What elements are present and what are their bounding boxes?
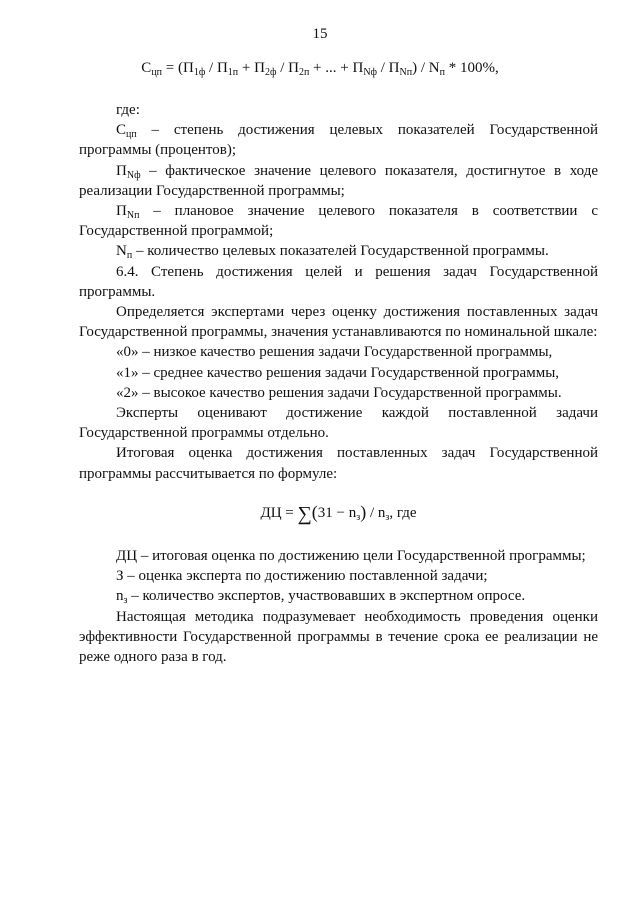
paragraph-experts: Определяется экспертами через оценку достижения поставленных задач Государственной программы, значения устанавливаются по номинальной шкале:	[79, 304, 598, 341]
definition-c: $С_{цп}$ – степень достижения целевых показателей Государственной программы (процентов);	[79, 122, 598, 159]
section-6-4: 6.4. Степень достижения целей и решения задач Государственной программы.	[79, 263, 598, 300]
scale-item-1: «1» – среднее качество решения задачи Государственной программы,	[116, 364, 560, 381]
definition-z: З – оценка эксперта по достижению поставленной задачи;	[116, 568, 488, 585]
definition-n: $N_п$ – количество целевых показателей Государственной программы.	[116, 243, 549, 262]
page-number: 15	[312, 26, 328, 42]
formula-target-indicators: $С_{цп} = (П_{1ф} / П_{1п} + П_{2ф} / П_{2п}$ + ... + $П_{Nф} / П_{Nп}) / N_п * 100\%$,	[141, 60, 499, 78]
definition-nz: $n_з$ – количество экспертов, участвовавших в экспертном опросе.	[116, 588, 526, 607]
definition-pnp: $П_{Nп}$ – плановое значение целевого показателя в соответствии с Государственной программой;	[79, 203, 598, 240]
where-label: где:	[116, 102, 140, 118]
document-body	[79, 100, 598, 667]
scale-item-2: «2» – высокое качество решения задачи Государственной программы.	[116, 384, 562, 401]
closing-paragraph: Настоящая методика подразумевает необходимость проведения оценки эффективности Государственной программы в течение срока ее реализации не реже одного раза в год.	[79, 608, 598, 666]
definition-pnf: $П_{Nф}$ – фактическое значение целевого показателя, достигнутое в ходе реализации Государственной программы;	[79, 162, 598, 199]
paragraph-evaluation: Эксперты оценивают достижение каждой поставленной задачи Государственной программы отдельно.	[79, 405, 598, 442]
scale-item-0: «0» – низкое качество решения задачи Государственной программы,	[116, 344, 553, 361]
definition-dc: ДЦ – итоговая оценка по достижению цели Государственной программы;	[116, 548, 586, 565]
formula-goal-achievement: ДЦ = $\sum(31 - n_з) / n_з$, где	[260, 501, 417, 525]
paragraph-final-score: Итоговая оценка достижения поставленных задач Государственной программы рассчитывается по формуле:	[79, 445, 598, 482]
